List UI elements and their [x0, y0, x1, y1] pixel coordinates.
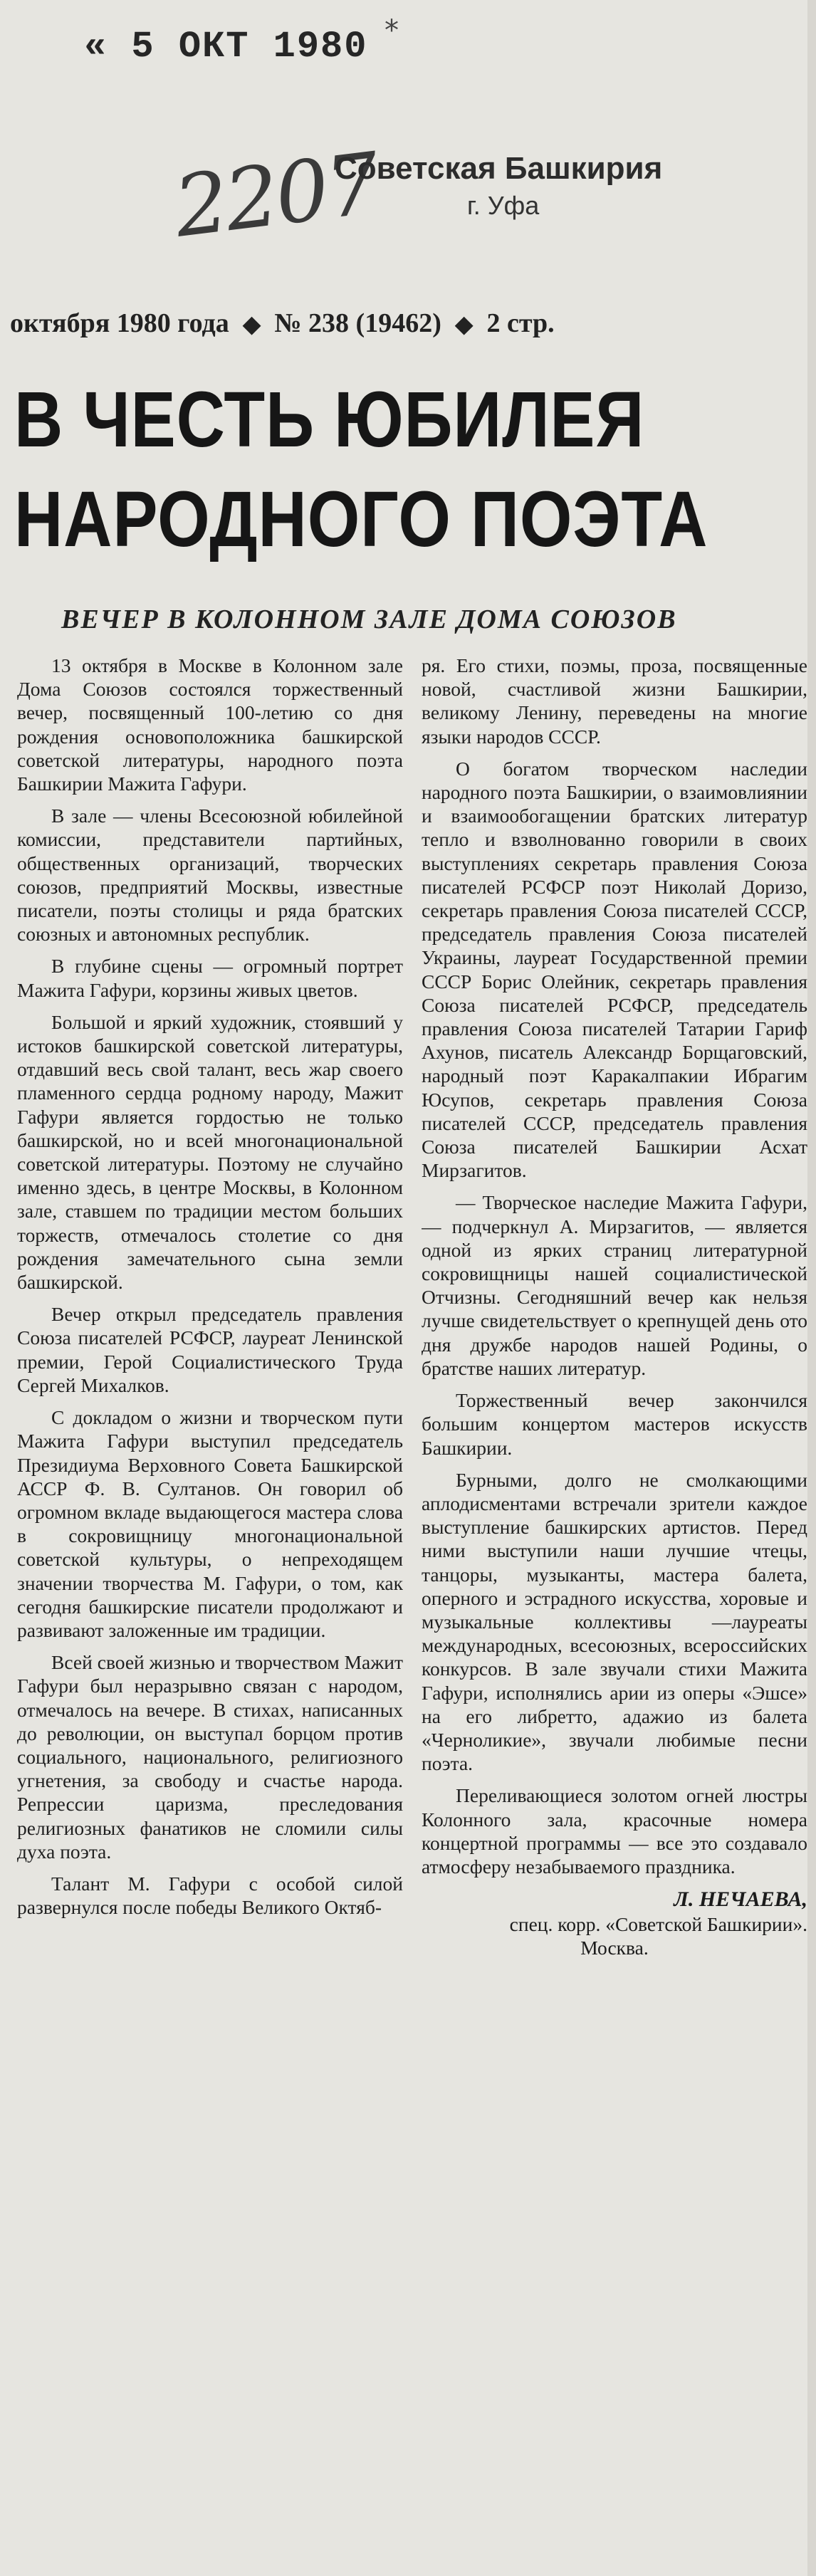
- article-paragraph: С докладом о жизни и творческом пути Мажита Гафури выступил председатель Президиума Верховного Совета Башкирской АССР Ф. В. Султанов. Он говорил об огромном вкладе выдающегося мастера слова в сокровищницу многонациональной советской культуры, о непреходящем значении творчества М. Гафури, о том, как сегодня башкирские писатели продолжают и развивают заложенные им традиции.: [17, 1406, 403, 1641]
- issue-number: № 238 (19462): [274, 308, 441, 338]
- handwritten-number: 2207: [169, 134, 382, 256]
- article-paragraph: Бурными, долго не смолкающими аплодисментами встречали зрители каждое выступление башкирских артистов. Перед ними выступили наши лучшие чтецы, танцоры, музыканты, мастера балета, оперного и эстрадного искусства, хоровые и музыкальные коллективы —лауреаты международных, всесоюзных, всероссийских конкурсов. В зале звучали стихи Мажита Гафури, исполнялись арии из оперы «Эшсе» на его либретто, адажио из балета «Черноликие», звучали любимые песни поэта.: [422, 1468, 807, 1775]
- subheadline: ВЕЧЕР В КОЛОННОМ ЗАЛЕ ДОМА СОЮЗОВ: [61, 604, 677, 634]
- article-body: [17, 654, 807, 2519]
- article-paragraph: В глубине сцены — огромный портрет Мажита Гафури, корзины живых цветов.: [17, 955, 403, 1001]
- article-paragraph: Вечер открыл председатель правления Союза писателей РСФСР, лауреат Ленинской премии, Герой Социалистического Труда Сергей Михалков.: [17, 1303, 403, 1396]
- newspaper-name: Советская Башкирия: [335, 151, 663, 186]
- diamond-icon: ◆: [243, 311, 261, 337]
- article-paragraph: ря. Его стихи, поэмы, проза, посвященные новой, счастливой жизни Башкирии, великому Ленину, переведены на многие языки народов СССР.: [422, 654, 807, 748]
- date-stamp: « 5 ОКТ 1980: [84, 26, 368, 68]
- issue-date: октября 1980 года: [10, 308, 229, 338]
- author-signature: Л. НЕЧАЕВА,: [674, 1888, 807, 1912]
- headline: [14, 370, 708, 570]
- author-role: спец. корр. «Советской Башкирии».: [509, 1913, 807, 1936]
- article-paragraph: Торжественный вечер закончился большим концертом мастеров искусств Башкирии.: [422, 1389, 807, 1459]
- stamp-mark: *: [385, 14, 399, 47]
- diamond-icon: ◆: [455, 311, 473, 337]
- article-paragraph: Талант М. Гафури с особой силой развернулся после победы Великого Октяб-: [17, 1872, 403, 1919]
- article-paragraph: Большой и яркий художник, стоявший у истоков башкирской советской литературы, отдавший весь свой талант, весь жар своего пламенного сердца родному народу, Мажит Гафури является гордостью не только башкирской, но и всей многонациональной советской литературы. Поэтому не случайно именно здесь, в центре Москвы, в Колонном зале, ставшем по традиции местом больших торжеств, отмечалось столетие со дня рождения замечательного сына земли башкирской.: [17, 1010, 403, 1294]
- article-paragraph: 13 октября в Москве в Колонном зале Дома Союзов состоялся торжественный вечер, посвященный 100-летию со дня рождения основоположника башкирской советской литературы, народного поэта Башкирии Мажита Гафури.: [17, 654, 403, 795]
- newspaper-city: г. Уфа: [467, 191, 540, 220]
- article-paragraph: О богатом творческом наследии народного поэта Башкирии, о взаимовлиянии и взаимообогащении братских литератур тепло и взволнованно говорили в своих выступлениях секретарь правления Союза писателей РСФСР поэт Николай Доризо, секретарь правления Союза писателей СССР, председатель правления Союза писателей Украины, лауреат Государственной премии СССР Борис Олейник, секретарь правления Союза писателей РСФСР, председатель правления Союза писателей Татарии Гариф Ахунов, писатель Александр Борщаговский, народный поэт Каракалпакии Ибрагим Юсупов, секретарь правления Союза писателей СССР, председатель правления Союза писателей Башкирии Асхат Мирзагитов.: [422, 757, 807, 1182]
- page-edge: [807, 0, 816, 2576]
- article-paragraph: В зале — члены Всесоюзной юбилейной комиссии, представители партийных, общественных организаций, творческих союзов, предприятий Москвы, известные писатели, поэты столицы и ряда братских союзных и автономных республик.: [17, 805, 403, 946]
- headline-line-1: В ЧЕСТЬ ЮБИЛЕЯ: [14, 376, 645, 464]
- article-column-1: [17, 654, 403, 2519]
- article-paragraph: Переливающиеся золотом огней люстры Колонного зала, красочные номера концертной программы — все это создавало атмосферу незабываемого праздника.: [422, 1784, 807, 1878]
- article-paragraph: Всей своей жизнью и творчеством Мажит Гафури был неразрывно связан с народом, отмечалось на вечере. В стихах, написанных до революции, он выступал борцом против социального, национального, религиозного угнетения, за свободу и счастье народа. Репрессии царизма, преследования религиозных фанатиков не сломили силы духа поэта.: [17, 1651, 403, 1863]
- issue-page: 2 стр.: [486, 308, 555, 338]
- headline-line-2: НАРОДНОГО ПОЭТА: [14, 476, 708, 563]
- issue-line: [10, 308, 807, 339]
- article-paragraph: — Творческое наследие Мажита Гафури, — подчеркнул А. Мирзагитов, — является одной из ярких страниц литературной сокровищницы нашей социалистической Отчизны. Сегодняшний вечер как нельзя лучше свидетельствует о крепнущей день ото дня дружбе народов нашей Родины, о братстве наших литератур.: [422, 1191, 807, 1379]
- article-column-2: [422, 654, 807, 2519]
- author-city: Москва.: [580, 1937, 649, 1959]
